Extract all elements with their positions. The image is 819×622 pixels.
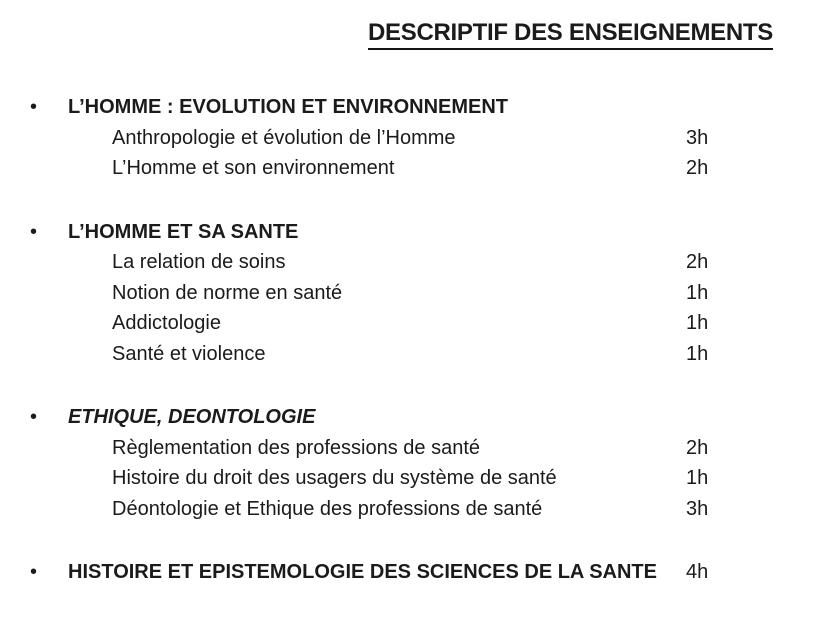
- course-hours: 3h: [686, 126, 709, 149]
- title-area: [368, 20, 819, 54]
- course-row: [0, 494, 819, 525]
- section-heading-label: L’HOMME : EVOLUTION ET ENVIRONNEMENT: [68, 96, 509, 118]
- section-hours: [686, 217, 819, 248]
- course-hours: 1h: [686, 342, 709, 365]
- section-heading-row: [0, 217, 819, 248]
- course-hours: 1h: [686, 467, 709, 489]
- course-label: La relation de soins: [112, 251, 286, 273]
- section-heading: [0, 217, 686, 248]
- bullet-icon: •: [30, 96, 38, 118]
- course-hours: 1h: [686, 312, 709, 334]
- course-hours: 1h: [686, 281, 709, 304]
- course-list: [0, 92, 819, 588]
- course-label: Déontologie et Ethique des professions de santé: [112, 497, 543, 520]
- section-heading-row: [0, 557, 819, 588]
- course-row: [0, 308, 819, 339]
- course-row: [0, 247, 819, 278]
- section-heading-row: [0, 402, 819, 433]
- section-heading-label: ETHIQUE, DEONTOLOGIE: [68, 406, 316, 428]
- course-hours: 2h: [686, 436, 709, 459]
- course-row: [0, 153, 819, 184]
- section-histoire-epistemologie: [0, 557, 819, 588]
- section-heading: [0, 557, 686, 588]
- section-hours: [686, 92, 819, 123]
- section-homme-sante: [0, 217, 819, 370]
- course-hours: 3h: [686, 497, 709, 520]
- course-row: [0, 278, 819, 309]
- section-heading: [0, 92, 686, 123]
- course-label: Notion de norme en santé: [112, 281, 343, 304]
- section-heading-label: L’HOMME ET SA SANTE: [68, 220, 299, 243]
- course-label: Anthropologie et évolution de l’Homme: [112, 126, 456, 149]
- section-homme-evolution: [0, 92, 819, 184]
- course-label: L’Homme et son environnement: [112, 157, 395, 179]
- course-label: Règlementation des professions de santé: [112, 436, 481, 459]
- section-heading-row: [0, 92, 819, 123]
- course-label: Addictologie: [112, 312, 221, 334]
- course-label: Santé et violence: [112, 342, 266, 365]
- bullet-icon: •: [30, 406, 38, 428]
- bullet-icon: •: [30, 220, 38, 243]
- course-hours: 2h: [686, 157, 709, 179]
- course-label: Histoire du droit des usagers du système de santé: [112, 467, 557, 489]
- course-row: [0, 463, 819, 494]
- section-heading-label: HISTOIRE ET EPISTEMOLOGIE DES SCIENCES DE LA SANTE: [68, 561, 657, 583]
- page-title: DESCRIPTIF DES ENSEIGNEMENTS: [368, 20, 773, 50]
- course-row: [0, 123, 819, 154]
- course-hours: 2h: [686, 251, 709, 273]
- course-row: [0, 433, 819, 464]
- course-row: [0, 339, 819, 370]
- section-ethique-deontologie: [0, 402, 819, 524]
- section-heading: [0, 402, 686, 433]
- section-hours: [686, 402, 819, 433]
- section-hours: 4h: [686, 561, 709, 583]
- bullet-icon: •: [30, 561, 38, 583]
